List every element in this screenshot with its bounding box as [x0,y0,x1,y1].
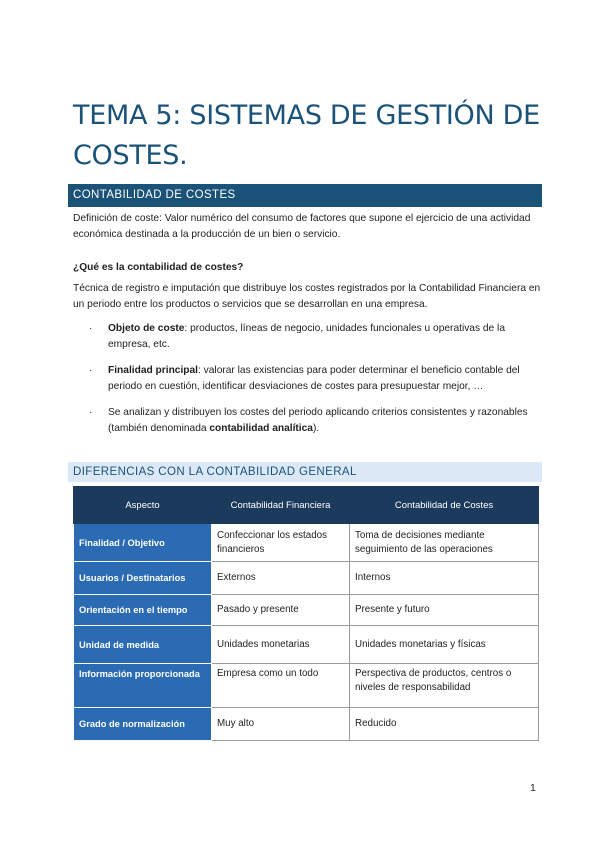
table-cell: Externos [212,562,350,595]
table-cell: Empresa como un todo [212,664,350,708]
row-header: Usuarios / Destinatarios [74,562,212,595]
table-header-row [74,487,539,524]
list-item [73,321,543,353]
table-cell: Unidades monetarias [212,626,350,664]
bullet-bold-term: Objeto de coste [108,323,185,334]
table-row [74,595,539,626]
table-cell: Perspectiva de productos, centros o niveles de responsabilidad [350,664,539,708]
section-heading-diferencias: DIFERENCIAS CON LA CONTABILIDAD GENERAL [68,462,542,482]
column-header: Contabilidad de Costes [350,487,539,524]
row-header: Orientación en el tiempo [74,595,212,626]
row-header: Unidad de medida [74,626,212,664]
bullet-bold-term: contabilidad analítica [209,423,313,434]
table-cell: Presente y futuro [350,595,539,626]
table-cell: Reducido [350,708,539,741]
table-cell: Pasado y presente [212,595,350,626]
table-cell: Toma de decisiones mediante seguimiento de las operaciones [350,524,539,562]
row-header: Finalidad / Objetivo [74,524,212,562]
bullet-text: : productos, líneas de negocio, unidades funcionales u operativas de la empresa, etc. [108,323,505,350]
column-header: Contabilidad Financiera [212,487,350,524]
bullet-text: Se analizan y distribuyen los costes del periodo aplicando criterios consistentes y razonables (también denominada [108,407,528,434]
list-item [73,363,543,395]
comparison-table [73,486,539,741]
table-row [74,524,539,562]
table-row [74,708,539,741]
bullet-bold-term: Finalidad principal [108,365,199,376]
bullet-marker: · [89,407,93,418]
section-heading-costes: CONTABILIDAD DE COSTES [68,184,542,207]
bullet-marker: · [89,365,93,376]
table-cell: Unidades monetarias y físicas [350,626,539,664]
bullet-text: : valorar las existencias para poder determinar el beneficio contable del periodo en cuestión, identificar desviaciones de costes para presupuestar mejor, … [108,365,520,392]
row-header: Información proporcionada [74,664,212,708]
question-answer: Técnica de registro e imputación que distribuye los costes registrados por la Contabilidad Financiera en un periodo entre los productos o servicios que se desarrollan en una empresa. [73,283,541,310]
table-row [74,664,539,708]
bullet-text-end: ). [312,423,320,434]
question-heading: ¿Qué es la contabilidad de costes? [73,262,244,273]
table-row [74,626,539,664]
table-cell: Confeccionar los estados financieros [212,524,350,562]
page-number: 1 [530,782,536,794]
bullet-marker: · [89,323,93,334]
cost-definition: Definición de coste: Valor numérico del consumo de factores que supone el ejercicio de una actividad económica destinada a la producción de un bien o servicio. [73,213,531,240]
row-header: Grado de normalización [74,708,212,741]
list-item [73,405,543,437]
bullet-list [73,321,543,447]
table-row [74,562,539,595]
table-cell: Internos [350,562,539,595]
table-cell: Muy alto [212,708,350,741]
page-title: TEMA 5: SISTEMAS DE GESTIÓN DE COSTES. [73,100,540,171]
column-header: Aspecto [74,487,212,524]
